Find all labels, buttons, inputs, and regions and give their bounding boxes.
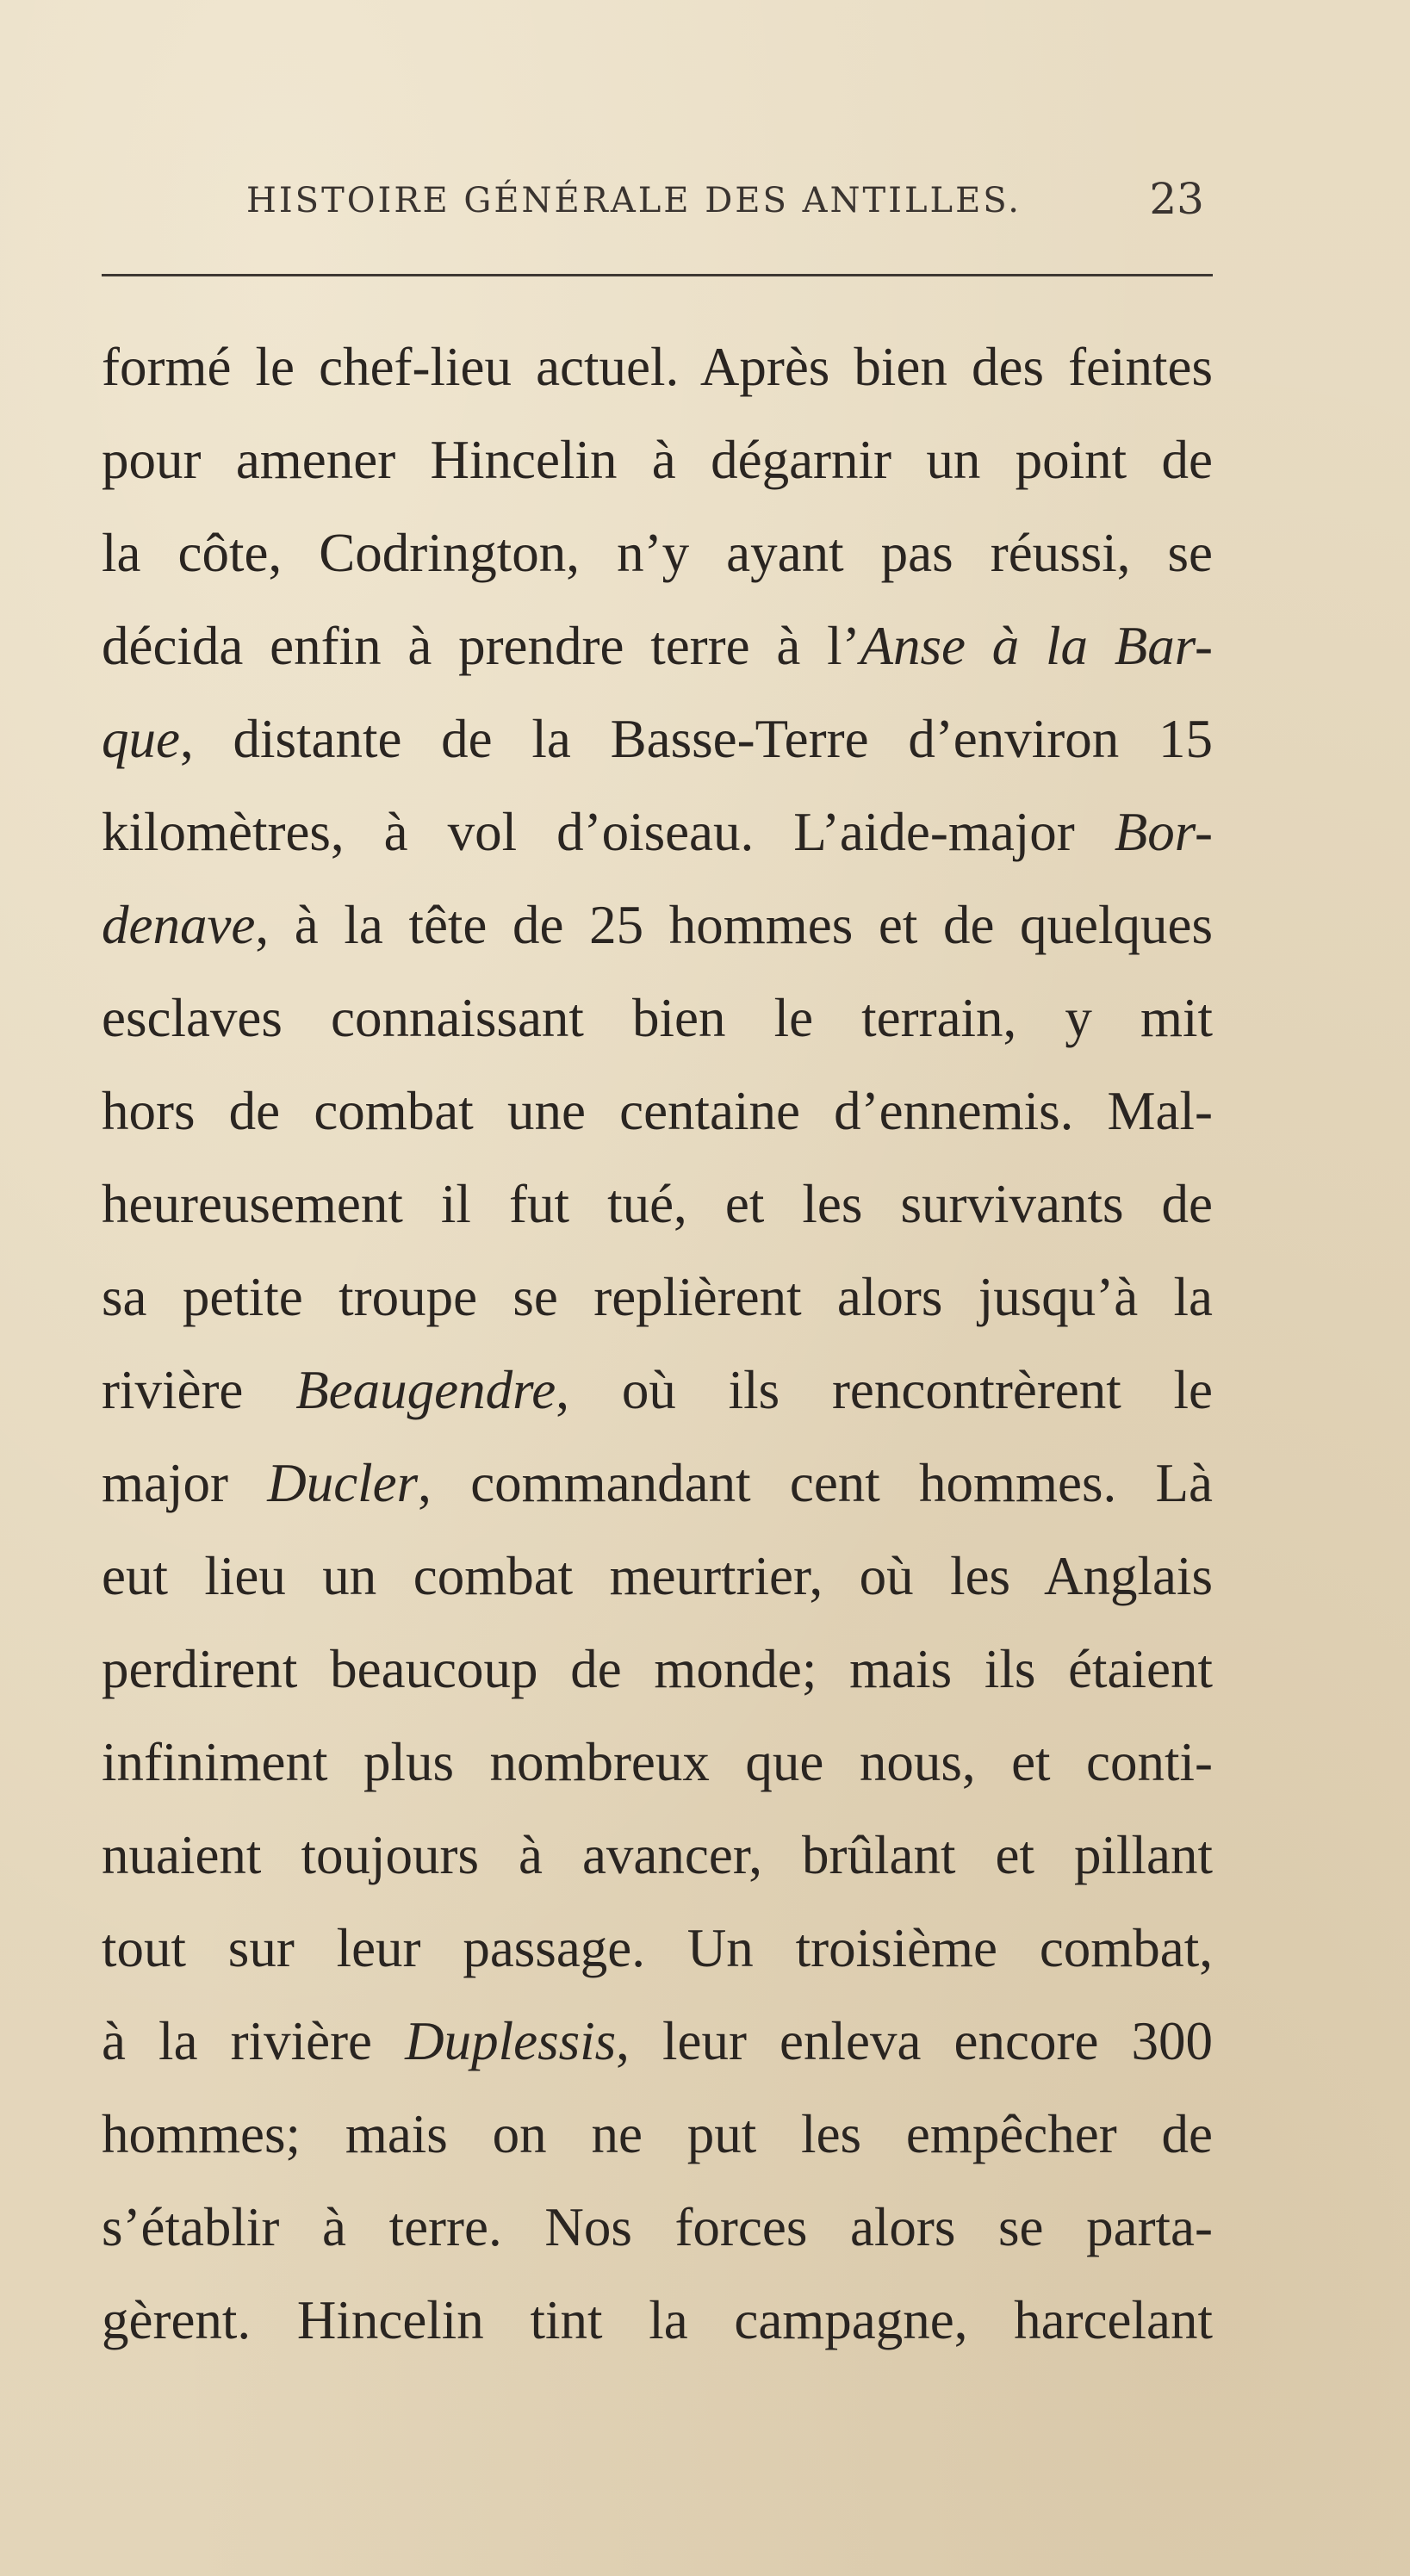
text-line: [102, 1158, 1213, 1251]
text-segment: perdirent beaucoup de monde; mais ils étaient: [102, 1639, 1213, 1699]
text-segment: , où ils rencontrèrent le: [556, 1360, 1214, 1420]
text-segment: rivière: [102, 1360, 296, 1420]
text-line: [102, 1251, 1213, 1344]
text-line: [102, 506, 1213, 599]
header-rule: [102, 274, 1213, 276]
text-line: [102, 1995, 1213, 2088]
text-segment: formé le chef-lieu actuel. Après bien des feintes: [102, 337, 1213, 397]
text-segment: la côte, Codrington, n’y ayant pas réussi, se: [102, 523, 1213, 583]
text-segment: s’établir à terre. Nos forces alors se parta-: [102, 2197, 1213, 2257]
running-title: HISTOIRE GÉNÉRALE DES ANTILLES.: [246, 181, 1022, 220]
running-head: [102, 174, 1213, 234]
text-line: [102, 1902, 1213, 1995]
text-line: [102, 320, 1213, 413]
text-segment: , leur enleva encore 300: [616, 2011, 1214, 2071]
text-segment: kilomètres, à vol d’oiseau. L’aide-major: [102, 802, 1115, 862]
text-line: [102, 1716, 1213, 1809]
text-segment: gèrent. Hincelin tint la campagne, harcelant: [102, 2290, 1213, 2350]
text-segment: , commandant cent hommes. Là: [418, 1453, 1213, 1513]
italic-segment: Anse à la Bar-: [860, 616, 1213, 676]
body-text: [102, 320, 1213, 2367]
text-segment: , distante de la Basse-Terre d’environ 15: [179, 709, 1213, 769]
text-segment: sa petite troupe se replièrent alors jusqu’à la: [102, 1267, 1213, 1327]
text-line: [102, 785, 1213, 878]
text-line: [102, 2274, 1213, 2367]
text-segment: major: [102, 1453, 268, 1513]
text-line: [102, 1530, 1213, 1623]
text-segment: , à la tête de 25 hommes et de quelques: [255, 895, 1213, 955]
text-segment: tout sur leur passage. Un troisième combat,: [102, 1918, 1213, 1978]
text-segment: hors de combat une centaine d’ennemis. Mal-: [102, 1081, 1213, 1141]
text-segment: infiniment plus nombreux que nous, et conti-: [102, 1732, 1213, 1792]
text-line: [102, 413, 1213, 506]
text-line: [102, 2181, 1213, 2274]
text-segment: pour amener Hincelin à dégarnir un point de: [102, 430, 1213, 490]
text-line: [102, 1437, 1213, 1530]
italic-segment: Beaugendre: [295, 1360, 556, 1420]
text-line: [102, 1623, 1213, 1716]
text-segment: heureusement il fut tué, et les survivants de: [102, 1174, 1213, 1234]
text-segment: nuaient toujours à avancer, brûlant et pillant: [102, 1825, 1213, 1885]
text-segment: eut lieu un combat meurtrier, où les Anglais: [102, 1546, 1213, 1606]
text-line: [102, 1809, 1213, 1902]
italic-segment: denave: [102, 895, 256, 955]
text-line: [102, 1065, 1213, 1158]
text-segment: à la rivière: [102, 2011, 406, 2071]
italic-segment: Bor-: [1114, 802, 1213, 862]
italic-segment: Ducler: [267, 1453, 419, 1513]
text-segment: hommes; mais on ne put les empêcher de: [102, 2104, 1213, 2164]
page-number: 23: [1149, 174, 1204, 224]
italic-segment: Duplessis: [405, 2011, 617, 2071]
text-line: [102, 599, 1213, 692]
text-line: [102, 971, 1213, 1065]
text-line: [102, 878, 1213, 971]
text-line: [102, 692, 1213, 785]
text-line: [102, 2088, 1213, 2181]
text-segment: décida enfin à prendre terre à l’: [102, 616, 860, 676]
text-segment: esclaves connaissant bien le terrain, y mit: [102, 988, 1213, 1048]
text-line: [102, 1344, 1213, 1437]
italic-segment: que: [102, 709, 180, 769]
